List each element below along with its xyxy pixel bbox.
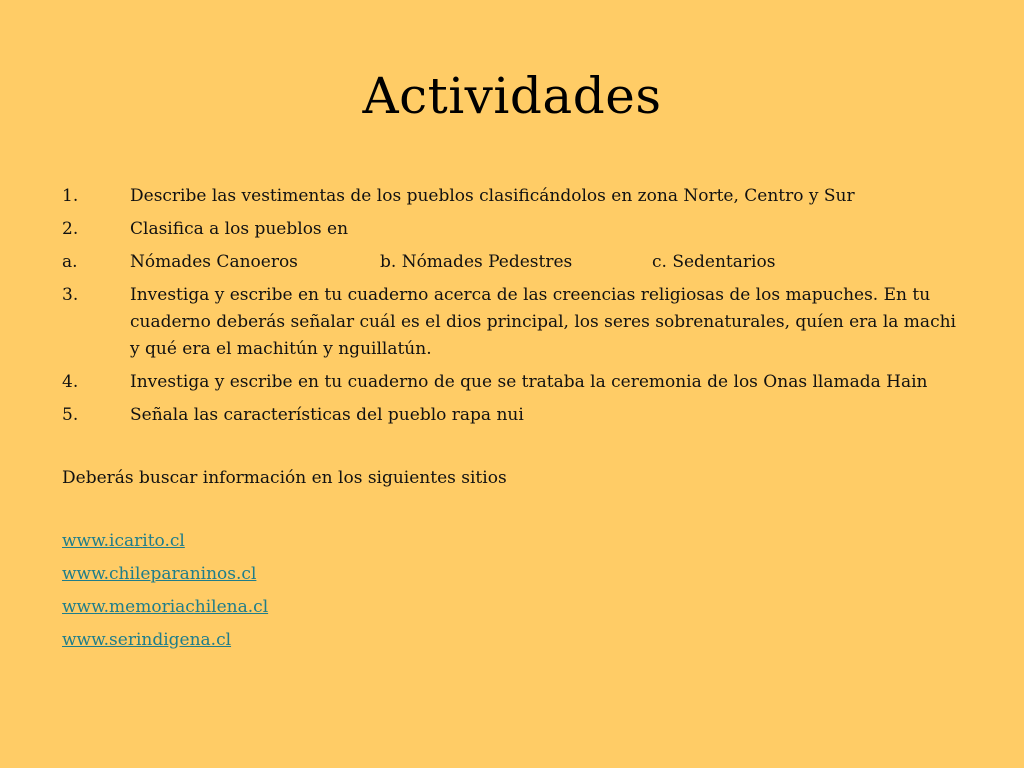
list-text: Investiga y escribe en tu cuaderno de que se trataba la ceremonia de los Onas llamada Hain [130,372,928,392]
list-number: 5. [62,405,79,425]
sources-links [62,528,962,654]
list-number: 2. [62,219,79,239]
option-nomades-canoeros: Nómades Canoeros [130,252,298,272]
list-text: Describe las vestimentas de los pueblos clasificándolos en zona Norte, Centro y Sur [130,186,855,206]
list-item-a [62,249,962,276]
list-item-3 [62,282,962,363]
list-number: 4. [62,372,79,392]
option-sedentarios: c. Sedentarios [652,252,776,272]
slide-content [62,183,962,660]
list-text: Clasifica a los pueblos en [130,219,349,239]
list-item-4 [62,369,962,396]
list-item-1 [62,183,962,210]
list-number: 1. [62,186,79,206]
list-text: Investiga y escribe en tu cuaderno acerca de las creencias religiosas de los mapuches. En tu cuaderno deberás señalar cuál es el dios principal, los seres sobrenaturales, quíen era la machi y qué era el machitún y nguillatún. [130,285,956,359]
list-number: a. [62,252,78,272]
link-serindigena[interactable]: www.serindigena.cl [62,630,232,650]
list-number: 3. [62,285,79,305]
list-item-5 [62,402,962,429]
sources-intro: Deberás buscar información en los siguientes sitios [62,468,507,488]
option-nomades-pedestres: b. Nómades Pedestres [380,252,573,272]
list-item-2 [62,216,962,243]
link-icarito[interactable]: www.icarito.cl [62,531,185,551]
slide-title: Actividades [362,67,662,125]
link-memoriachilena[interactable]: www.memoriachilena.cl [62,597,269,617]
option-row [130,249,962,276]
list-text: Señala las características del pueblo rapa nui [130,405,524,425]
link-chileparaninos[interactable]: www.chileparaninos.cl [62,564,257,584]
